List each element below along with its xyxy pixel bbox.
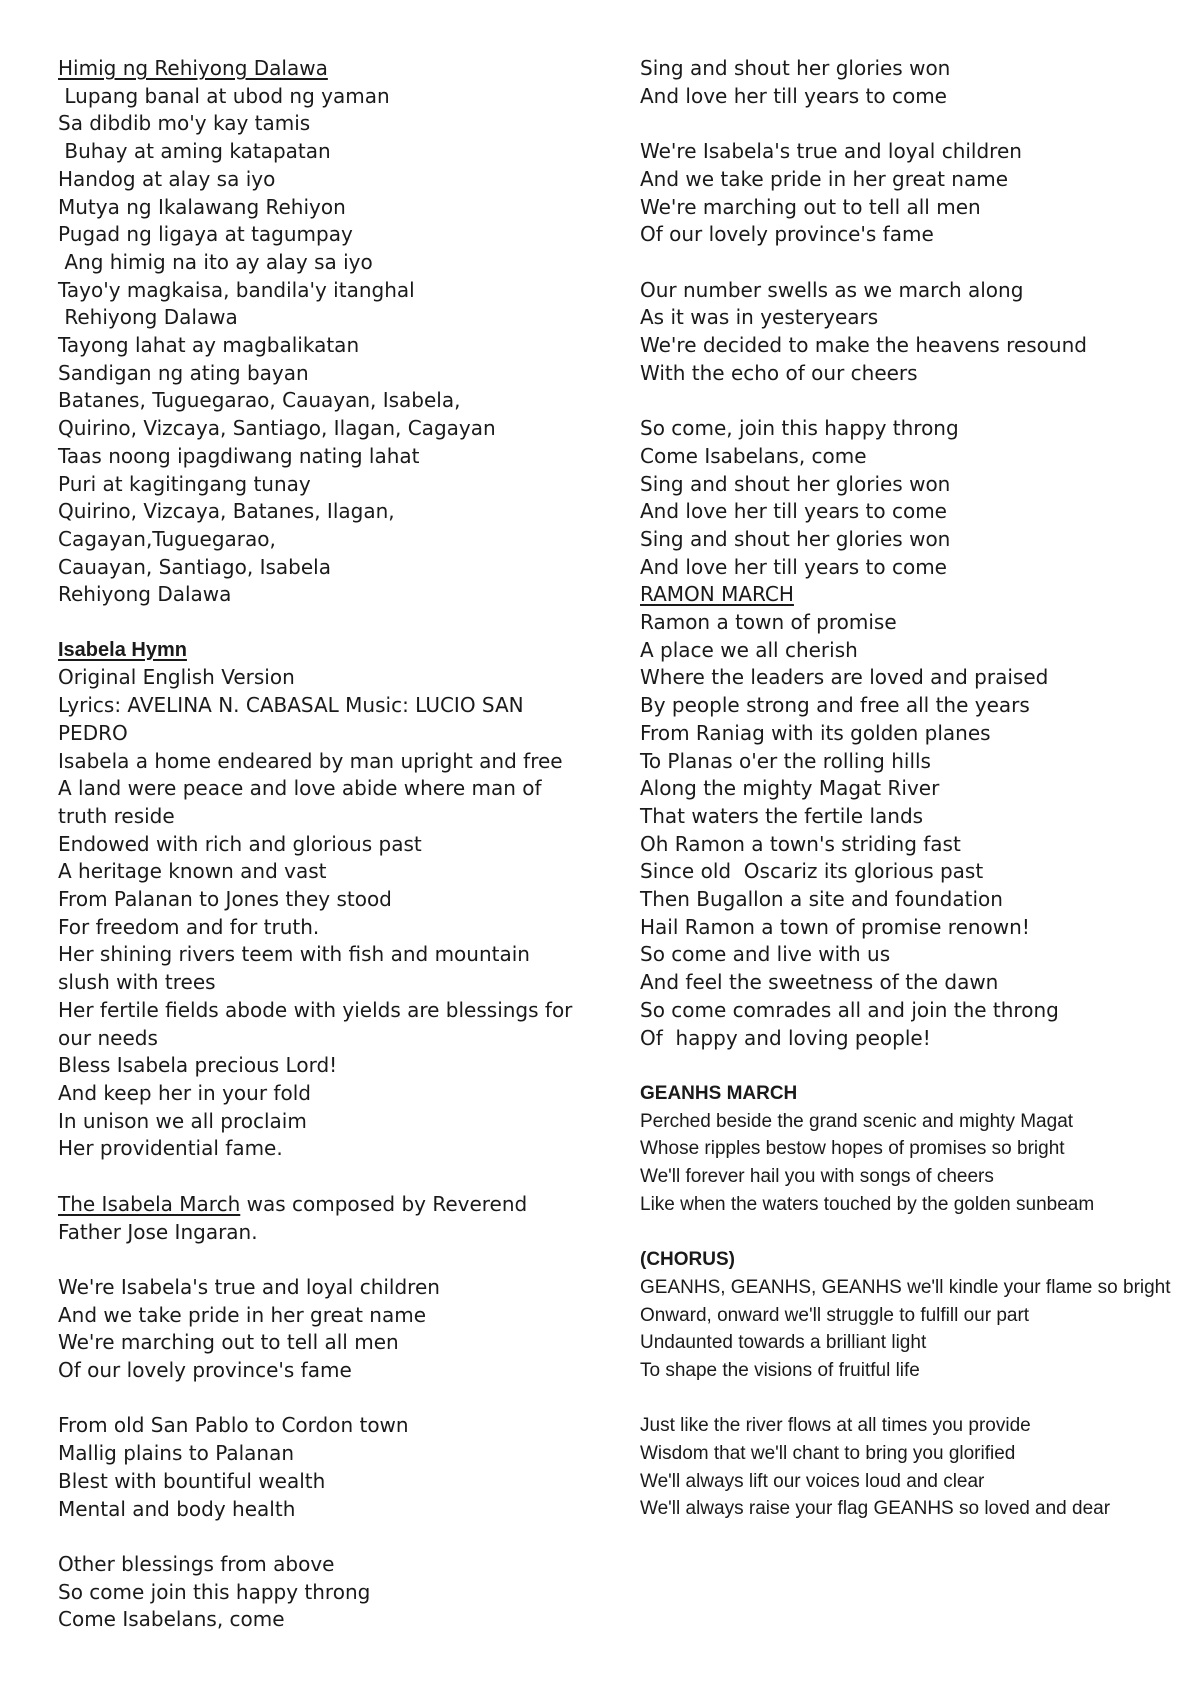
lyric-line: Ramon a town of promise bbox=[640, 610, 897, 635]
lyric-line: We're Isabela's true and loyal children bbox=[640, 139, 1022, 164]
stanza-gap bbox=[58, 1163, 578, 1191]
lyric-line: Cagayan,Tuguegarao, bbox=[58, 526, 276, 551]
lyric-line: Her fertile fields abode with yields are blessings for our needs bbox=[58, 997, 573, 1050]
lyric-line: We're marching out to tell all men bbox=[640, 194, 981, 219]
lyric-line: We'll always raise your flag GEANHS so loved and dear bbox=[640, 1498, 1111, 1520]
lyric-line: In unison we all proclaim bbox=[58, 1108, 307, 1133]
lyric-line: Sandigan ng ating bayan bbox=[58, 360, 309, 385]
ramon-lyrics bbox=[640, 609, 1175, 1052]
lyric-line: Pugad ng ligaya at tagumpay bbox=[58, 222, 353, 247]
stanza-gap bbox=[58, 609, 578, 637]
lyric-line: Taas noong ipagdiwang nating lahat bbox=[58, 443, 420, 468]
lyric-line: Wisdom that we'll chant to bring you glorified bbox=[640, 1443, 1016, 1465]
lyric-line: Bless Isabela precious Lord! bbox=[58, 1053, 338, 1078]
himig-title: Himig ng Rehiyong Dalawa bbox=[58, 56, 328, 80]
stanza-gap bbox=[58, 1523, 578, 1551]
lyric-line: And love her till years to come bbox=[640, 83, 947, 108]
lyric-line: By people strong and free all the years bbox=[640, 693, 1030, 718]
lyric-line: Batanes, Tuguegarao, Cauayan, Isabela, bbox=[58, 388, 461, 413]
lyric-line: Puri at kagitingang tunay bbox=[58, 471, 311, 496]
lyric-line: To shape the visions of fruitful life bbox=[640, 1359, 920, 1381]
lyric-line: Blest with bountiful wealth bbox=[58, 1468, 326, 1493]
lyric-line: We're decided to make the heavens resound bbox=[640, 333, 1087, 357]
lyric-line: To Planas o'er the rolling hills bbox=[640, 748, 931, 773]
lyric-line: Perched beside the grand scenic and mighty Magat bbox=[640, 1110, 1074, 1132]
lyric-line: Lupang banal at ubod ng yaman bbox=[58, 83, 390, 108]
isabela-march-title: The Isabela March bbox=[58, 1191, 241, 1216]
lyric-line: Since old Oscariz its glorious past bbox=[640, 859, 984, 884]
stanza-gap bbox=[640, 1218, 1175, 1246]
lyric-line: Of happy and loving people! bbox=[640, 1025, 931, 1050]
lyric-line: Original English Version bbox=[58, 665, 295, 690]
march-stanza-3 bbox=[58, 1551, 578, 1634]
march-stanza-c bbox=[640, 277, 1175, 388]
lyric-line: From Palanan to Jones they stood bbox=[58, 887, 392, 912]
geanhs-final-stanza bbox=[640, 1412, 1175, 1523]
lyric-line: Of our lovely province's fame bbox=[58, 1358, 352, 1382]
lyric-line: Sing and shout her glories won bbox=[640, 526, 951, 551]
stanza-gap bbox=[640, 387, 1175, 415]
lyric-line: As it was in yesteryears bbox=[640, 305, 879, 330]
lyric-line: Rehiyong Dalawa bbox=[58, 582, 232, 607]
lyric-line: Buhay at aming katapatan bbox=[58, 139, 331, 164]
lyric-line: Of our lovely province's fame bbox=[640, 222, 934, 247]
march-stanza-d bbox=[640, 415, 1175, 581]
lyric-line: Our number swells as we march along bbox=[640, 277, 1024, 302]
lyric-line: Along the mighty Magat River bbox=[640, 776, 940, 801]
march-intro bbox=[58, 1191, 578, 1246]
lyric-line: A place we all cherish bbox=[640, 637, 858, 662]
lyric-line: That waters the fertile lands bbox=[640, 803, 924, 828]
lyric-line: GEANHS, GEANHS, GEANHS we'll kindle your flame so bright bbox=[640, 1276, 1171, 1298]
lyric-line: Mallig plains to Palanan bbox=[58, 1441, 295, 1466]
lyric-line: And feel the sweetness of the dawn bbox=[640, 970, 999, 995]
stanza-gap bbox=[640, 249, 1175, 277]
lyric-line: For freedom and for truth. bbox=[58, 914, 320, 939]
lyric-line: Sing and shout her glories won bbox=[640, 471, 951, 496]
geanhs-lyrics bbox=[640, 1108, 1175, 1219]
hymn-title: Isabela Hymn bbox=[58, 638, 187, 661]
lyric-line: Sa dibdib mo'y kay tamis bbox=[58, 111, 311, 136]
lyric-line: Mutya ng Ikalawang Rehiyon bbox=[58, 194, 346, 219]
lyric-line: Tayo'y magkaisa, bandila'y itanghal bbox=[58, 277, 415, 302]
lyric-line: Rehiyong Dalawa bbox=[58, 305, 238, 330]
lyric-line: Her providential fame. bbox=[58, 1136, 283, 1161]
lyric-line: We're Isabela's true and loyal children bbox=[58, 1274, 440, 1299]
lyric-line: Come Isabelans, come bbox=[58, 1607, 285, 1632]
lyric-line: And love her till years to come bbox=[640, 499, 947, 524]
lyric-line: Just like the river flows at all times you provide bbox=[640, 1415, 1031, 1437]
lyric-line: Her shining rivers teem with fish and mountain slush with trees bbox=[58, 942, 530, 995]
lyric-line: Lyrics: AVELINA N. CABASAL Music: LUCIO SAN PEDRO bbox=[58, 693, 524, 745]
lyric-line: A land were peace and love abide where man of truth reside bbox=[58, 776, 542, 828]
lyric-line: Like when the waters touched by the golden sunbeam bbox=[640, 1193, 1095, 1215]
lyric-line: With the echo of our cheers bbox=[640, 360, 918, 385]
lyric-line: So come and live with us bbox=[640, 942, 891, 967]
lyric-line: Tayong lahat ay magbalikatan bbox=[58, 333, 360, 358]
lyric-line: Oh Ramon a town's striding fast bbox=[640, 831, 961, 856]
lyric-line: We're marching out to tell all men bbox=[58, 1330, 399, 1355]
lyric-line: So come, join this happy throng bbox=[640, 416, 959, 441]
lyric-line: Onward, onward we'll struggle to fulfill our part bbox=[640, 1304, 1030, 1326]
chorus-lyrics bbox=[640, 1274, 1175, 1385]
lyric-line: Handog at alay sa iyo bbox=[58, 166, 276, 191]
stanza-gap bbox=[640, 1052, 1175, 1080]
lyric-line: Cauayan, Santiago, Isabela bbox=[58, 554, 331, 579]
lyric-line: And love her till years to come bbox=[640, 554, 947, 579]
march-stanza-2 bbox=[58, 1412, 578, 1523]
march-stanza-a bbox=[640, 55, 1175, 110]
geanhs-title: GEANHS MARCH bbox=[640, 1082, 798, 1104]
lyric-line: Hail Ramon a town of promise renown! bbox=[640, 914, 1030, 939]
himig-lyrics bbox=[58, 83, 578, 609]
lyric-line: Ang himig na ito ay alay sa iyo bbox=[58, 249, 373, 274]
lyric-line: Quirino, Vizcaya, Batanes, Ilagan, bbox=[58, 499, 395, 524]
lyric-line: From old San Pablo to Cordon town bbox=[58, 1413, 409, 1438]
lyric-line: Other blessings from above bbox=[58, 1551, 335, 1576]
march-stanza-b bbox=[640, 138, 1175, 249]
lyric-line: Undaunted towards a brilliant light bbox=[640, 1332, 927, 1354]
lyric-line: We'll always lift our voices loud and clear bbox=[640, 1470, 985, 1492]
lyric-line: A heritage known and vast bbox=[58, 859, 327, 884]
lyric-line: Mental and body health bbox=[58, 1496, 296, 1521]
lyric-line: Endowed with rich and glorious past bbox=[58, 831, 422, 856]
hymn-lyrics bbox=[58, 664, 578, 1163]
lyric-line: Quirino, Vizcaya, Santiago, Ilagan, Cagayan bbox=[58, 416, 496, 441]
lyric-line: We'll forever hail you with songs of cheers bbox=[640, 1166, 994, 1188]
lyric-line: Then Bugallon a site and foundation bbox=[640, 887, 1003, 912]
lyric-line: Whose ripples bestow hopes of promises so bright bbox=[640, 1138, 1065, 1160]
lyric-line: So come join this happy throng bbox=[58, 1579, 371, 1604]
right-column bbox=[640, 55, 1175, 1523]
lyric-line: Sing and shout her glories won bbox=[640, 56, 951, 80]
march-stanza-1 bbox=[58, 1274, 578, 1385]
stanza-gap bbox=[640, 1385, 1175, 1413]
lyric-line: And we take pride in her great name bbox=[640, 166, 1008, 191]
lyric-line: And keep her in your fold bbox=[58, 1081, 311, 1105]
lyric-line: Isabela a home endeared by man upright and free bbox=[58, 748, 563, 773]
lyric-line: Come Isabelans, come bbox=[640, 443, 867, 468]
lyric-line: So come comrades all and join the throng bbox=[640, 997, 1059, 1022]
chorus-title: (CHORUS) bbox=[640, 1249, 735, 1271]
left-column bbox=[58, 55, 578, 1634]
lyric-line: From Raniag with its golden planes bbox=[640, 720, 991, 745]
ramon-title: RAMON MARCH bbox=[640, 582, 794, 607]
stanza-gap bbox=[58, 1385, 578, 1413]
lyric-line: And we take pride in her great name bbox=[58, 1302, 426, 1327]
stanza-gap bbox=[640, 110, 1175, 138]
stanza-gap bbox=[58, 1246, 578, 1274]
lyric-line: Where the leaders are loved and praised bbox=[640, 665, 1049, 690]
march-intro-text: was composed by Reverend Father Jose Ingaran. bbox=[58, 1191, 528, 1244]
